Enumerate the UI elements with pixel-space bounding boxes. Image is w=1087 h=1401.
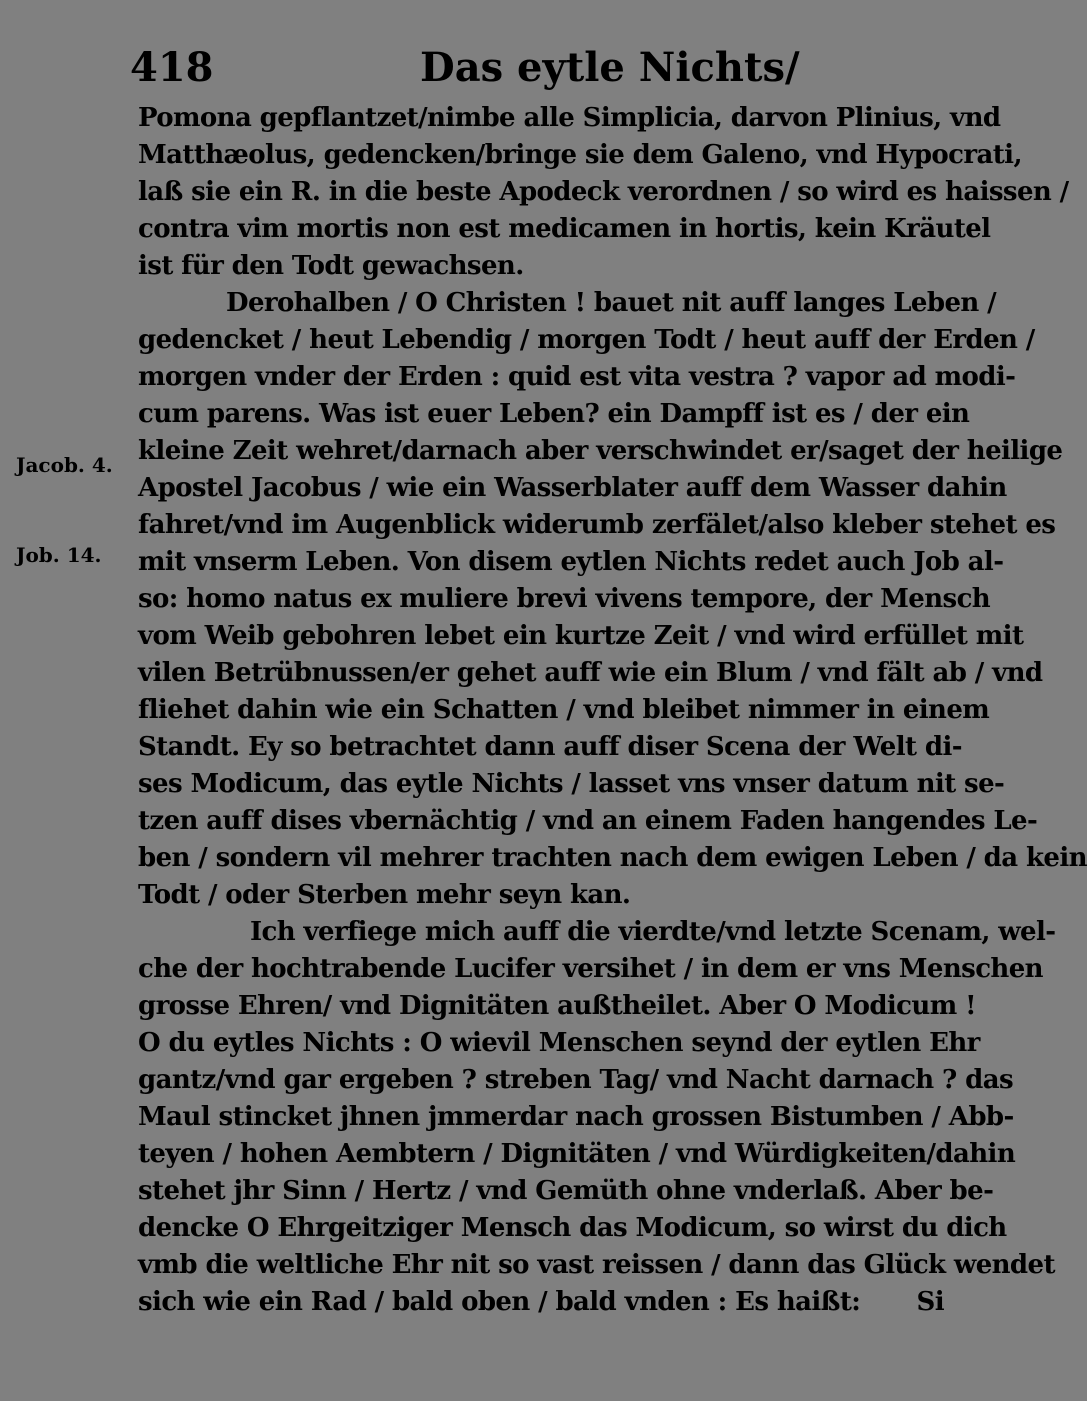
text-line: kleine Zeit wehret/darnach aber verschwindet er/saget der heilige	[138, 436, 1063, 466]
text-line: mit vnserm Leben. Von disem eytlen Nichts redet auch Job al-	[138, 547, 1004, 577]
text-line: ist für den Todt gewachsen.	[138, 251, 524, 281]
text-line: stehet jhr Sinn / Hertz / vnd Gemüth ohne vnderlaß. Aber be-	[138, 1176, 994, 1206]
text-line: contra vim mortis non est medicamen in hortis, kein Kräutel	[138, 214, 991, 244]
body-text	[138, 100, 1087, 1321]
text-line: Standt. Ey so betrachtet dann auff diser Scena der Welt di-	[138, 732, 962, 762]
text-line	[138, 1284, 968, 1321]
text-line: che der hochtrabende Lucifer versihet / in dem er vns Menschen	[138, 954, 1043, 984]
text-line: fahret/vnd im Augenblick widerumb zerfälet/also kleber stehet es	[138, 510, 1056, 540]
text-line: morgen vnder der Erden : quid est vita vestra ? vapor ad modi-	[138, 362, 1016, 392]
text-line: vom Weib gebohren lebet ein kurtze Zeit / vnd wird erfüllet mit	[138, 621, 1024, 651]
catchword: Si	[916, 1287, 944, 1317]
margin-note-job: Job. 14.	[16, 543, 102, 567]
text-line: tzen auff dises vbernächtig / vnd an einem Faden hangendes Le-	[138, 806, 1038, 836]
text-line: Apostel Jacobus / wie ein Wasserblater auff dem Wasser dahin	[138, 473, 1007, 503]
text-line: gantz/vnd gar ergeben ? streben Tag/ vnd Nacht darnach ? das	[138, 1065, 1014, 1095]
text-line: grosse Ehren/ vnd Dignitäten außtheilet. Aber O Modicum !	[138, 991, 976, 1021]
text-line: Pomona gepflantzet/nimbe alle Simplicia, darvon Plinius, vnd	[138, 103, 1001, 133]
text-line: Maul stincket jhnen jmmerdar nach grossen Bistumben / Abb-	[138, 1102, 1014, 1132]
margin-note-jacob: Jacob. 4.	[16, 453, 113, 477]
text-line: Derohalben / O Christen ! bauet nit auff langes Leben /	[226, 288, 997, 318]
text-line: cum parens. Was ist euer Leben? ein Dampff ist es / der ein	[138, 399, 970, 429]
text-line: Todt / oder Sterben mehr seyn kan.	[138, 880, 631, 910]
text-line: vilen Betrübnussen/er gehet auff wie ein Blum / vnd fält ab / vnd	[138, 658, 1043, 688]
text-line: ses Modicum, das eytle Nichts / lasset vns vnser datum nit se-	[138, 769, 1005, 799]
text-line: gedencket / heut Lebendig / morgen Todt / heut auff der Erden /	[138, 325, 1035, 355]
text-line: laß sie ein R. in die beste Apodeck verordnen / so wird es haissen /	[138, 177, 1069, 207]
text-line: O du eytles Nichts : O wievil Menschen seynd der eytlen Ehr	[138, 1028, 980, 1058]
page-number: 418	[130, 44, 214, 91]
running-title: Das eytle Nichts/	[420, 44, 800, 91]
text-line: Ich verfiege mich auff die vierdte/vnd letzte Scenam, wel-	[250, 917, 1056, 947]
text-line: Matthæolus, gedencken/bringe sie dem Galeno, vnd Hypocrati,	[138, 140, 1022, 170]
text-line-content: sich wie ein Rad / bald oben / bald vnden : Es haißt:	[138, 1287, 861, 1317]
text-line: fliehet dahin wie ein Schatten / vnd bleibet nimmer in einem	[138, 695, 990, 725]
text-line: dencke O Ehrgeitziger Mensch das Modicum, so wirst du dich	[138, 1213, 1007, 1243]
text-line: vmb die weltliche Ehr nit so vast reissen / dann das Glück wendet	[138, 1250, 1055, 1280]
text-line: ben / sondern vil mehrer trachten nach dem ewigen Leben / da kein	[138, 843, 1087, 873]
text-line: teyen / hohen Aembtern / Dignitäten / vnd Würdigkeiten/dahin	[138, 1139, 1016, 1169]
text-line: so: homo natus ex muliere brevi vivens tempore, der Mensch	[138, 584, 991, 614]
page-header	[130, 38, 830, 98]
